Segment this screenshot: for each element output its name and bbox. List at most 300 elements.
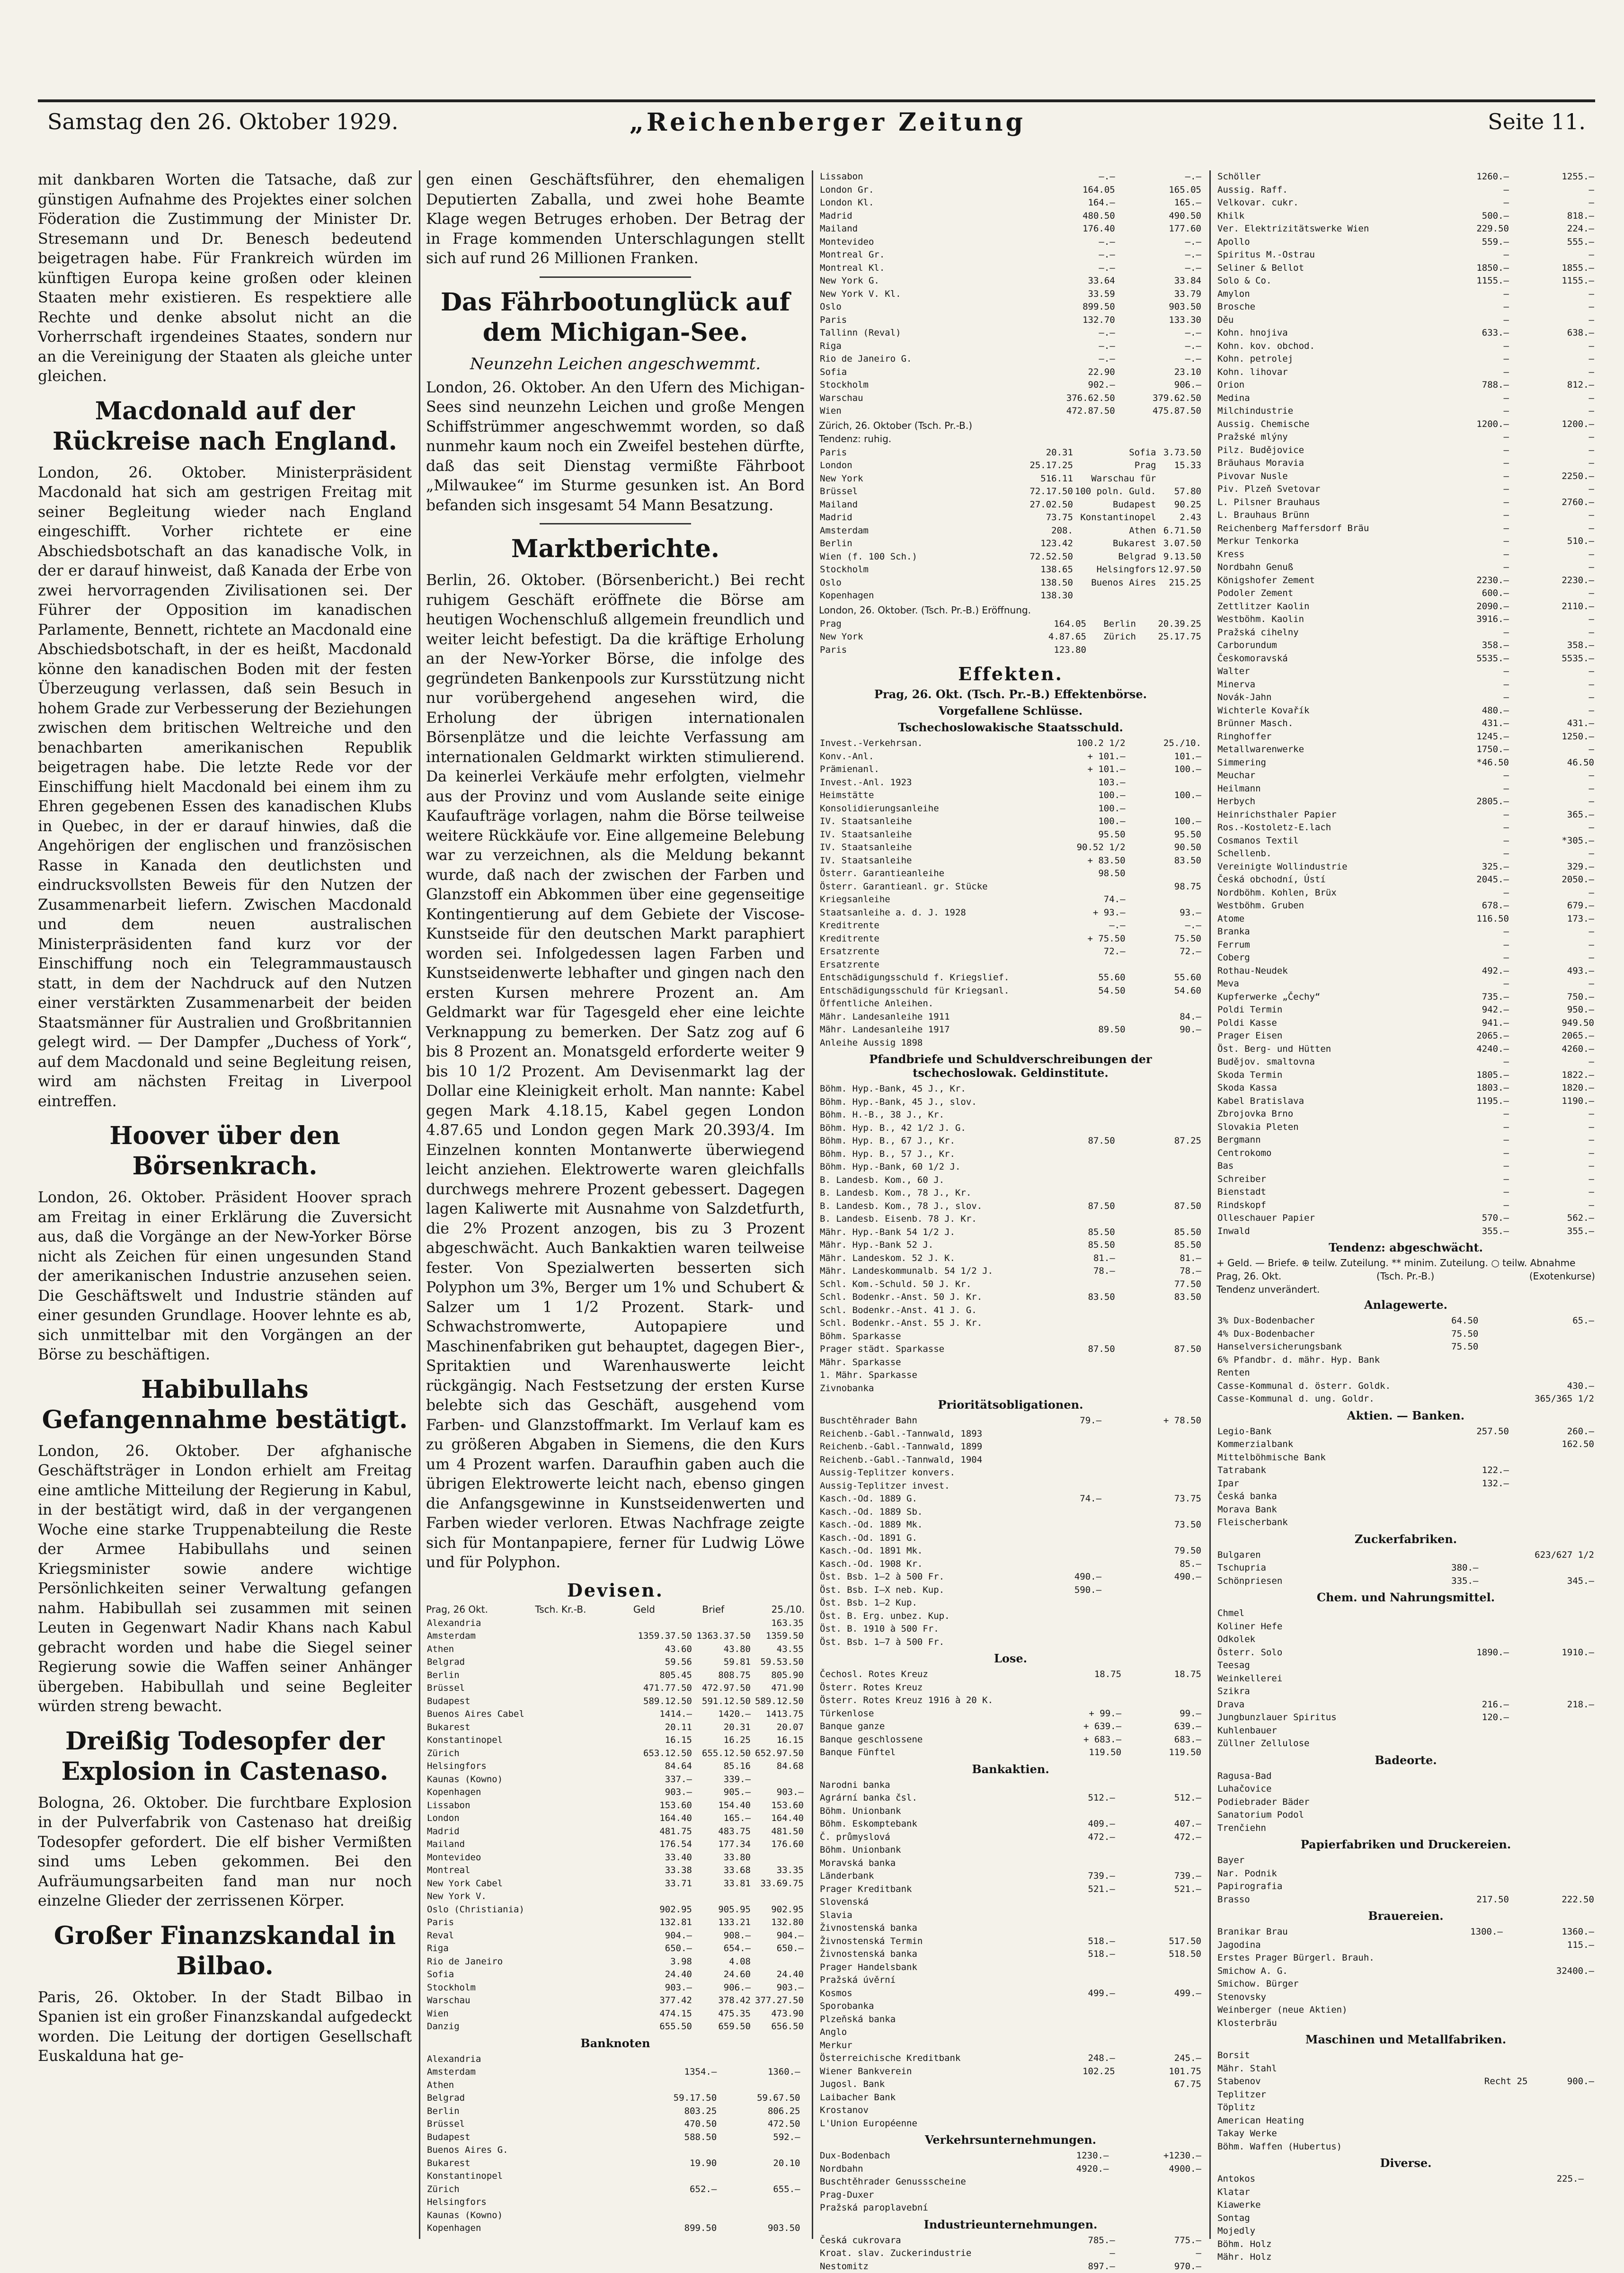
table-row xyxy=(819,288,1202,301)
row-value xyxy=(1425,2049,1528,2062)
row-value: 900.— xyxy=(1528,2075,1595,2088)
row-value: 1420.— xyxy=(693,1708,752,1721)
row-value: 100.— xyxy=(1127,815,1202,828)
table-row xyxy=(1216,1575,1595,1588)
row-value: 472.97.50 xyxy=(693,1682,752,1695)
separator xyxy=(540,276,691,278)
row-value: 750.— xyxy=(1510,991,1595,1004)
table-row xyxy=(1216,1854,1595,1867)
row-value: 1359.50 xyxy=(752,1630,805,1643)
table-row xyxy=(819,1480,1202,1493)
row-label: Schellenb. xyxy=(1216,847,1425,861)
row-value xyxy=(1030,1532,1103,1545)
row-value: 905.95 xyxy=(693,1903,752,1917)
table-row xyxy=(1216,899,1595,913)
row-value xyxy=(1510,1607,1595,1620)
row-value: —.— xyxy=(1116,327,1202,340)
row-label: Schl. Bodenkr.-Anst. 50 J. Kr. xyxy=(819,1291,1030,1304)
row-value: 588.50 xyxy=(634,2131,718,2144)
row-label: Antokos xyxy=(1216,2173,1425,2186)
row-label: Amsterdam xyxy=(819,524,1029,538)
diverse-header: Diverse. xyxy=(1216,2156,1595,2170)
table-row xyxy=(1216,1991,1595,2004)
table-row xyxy=(426,2020,805,2033)
row-value xyxy=(1528,2049,1595,2062)
row-value xyxy=(1510,1464,1595,1477)
table-row xyxy=(1216,222,1595,236)
row-value: 1363.37.50 xyxy=(693,1630,752,1643)
table-row xyxy=(819,906,1202,920)
row-value: 805.90 xyxy=(752,1669,805,1682)
row-label: Kupferwerke „Čechy“ xyxy=(1216,991,1425,1004)
pfandbriefe-header: Pfandbriefe und Schuldverschreibungen der tschechoslowak. Geldinstitute. xyxy=(819,1052,1202,1080)
row-label: Paris xyxy=(426,1916,634,1929)
table-row xyxy=(1216,2127,1595,2140)
row-value xyxy=(1030,1454,1103,1467)
row-label: Kasch.-Od. 1891 Mk. xyxy=(819,1545,1030,1558)
row-value xyxy=(1510,1854,1595,1867)
row-value: 904.— xyxy=(634,1929,693,1943)
row-value: — xyxy=(1510,939,1595,952)
row-label: Kosmos xyxy=(819,1987,1030,2000)
row-value xyxy=(1425,2017,1504,2030)
table-row xyxy=(819,1226,1202,1239)
row-label: Bas xyxy=(1216,1160,1425,1173)
table-row xyxy=(1216,1549,1595,1562)
table-row xyxy=(1216,1030,1595,1043)
table-row xyxy=(1216,1134,1595,1147)
row-value: — xyxy=(1510,1186,1595,1199)
row-value: 22.90 xyxy=(1030,366,1116,379)
row-value xyxy=(1030,1558,1103,1571)
row-value: — xyxy=(1425,769,1510,782)
row-value: 24.40 xyxy=(752,1968,805,1981)
row-label: Rothau-Neudek xyxy=(1216,965,1425,978)
papier-table xyxy=(1216,1854,1595,1906)
row-value xyxy=(1479,1341,1595,1354)
row-label: Zettlitzer Kaolin xyxy=(1216,600,1425,613)
row-label: Konstantinopel xyxy=(426,2170,634,2183)
row-label: Reichenberg Maffersdorf Bräu xyxy=(1216,522,1425,535)
row-value xyxy=(1425,2062,1528,2076)
row-label: Österr. Garantieanleihe xyxy=(819,867,1030,880)
table-row xyxy=(819,789,1202,802)
row-value: 655.— xyxy=(718,2183,801,2196)
row-value: 365/365 1/2 xyxy=(1479,1393,1595,1406)
table-row xyxy=(819,2247,1202,2260)
table-row xyxy=(1216,1659,1595,1672)
row-value: 1155.— xyxy=(1510,275,1595,288)
row-value: 473.90 xyxy=(752,2007,805,2021)
row-value xyxy=(1425,2101,1528,2114)
row-value xyxy=(1425,1393,1479,1406)
row-value: 2230.— xyxy=(1425,574,1510,587)
row-value: 1890.— xyxy=(1425,1646,1510,1660)
row-label: Narodni banka xyxy=(819,1779,1030,1792)
row-label: Kabel Bratislava xyxy=(1216,1095,1425,1108)
row-value xyxy=(1109,2202,1202,2215)
table-row xyxy=(819,1187,1202,1200)
row-value xyxy=(1116,1896,1202,1909)
row-label: Szikra xyxy=(1216,1685,1425,1698)
column-rule xyxy=(419,170,420,2239)
row-value: 2065.— xyxy=(1425,1030,1510,1043)
prioritaeten-header: Prioritätsobligationen. xyxy=(819,1398,1202,1412)
article-text: London, 26. Oktober. An den Ufern des Michigan-Sees sind neunzehn Leichen und große Mengen Schiffstrümmer angeschwemmt worden, so daß nunmehr kaum noch ein Zweifel bestehen dürfte, daß das seit Dienstag vermißte Fährboot „Milwaukee“ im Sturme gesunken ist. An Bord befanden sich insgesamt 54 Mann Besatzung. xyxy=(426,378,805,516)
row-value: — xyxy=(1425,691,1510,704)
row-value xyxy=(1425,1783,1510,1796)
table-row xyxy=(819,1571,1202,1584)
table-row xyxy=(1216,2114,1595,2128)
table-row xyxy=(1216,1147,1595,1160)
table-row xyxy=(819,1161,1202,1174)
row-value: 2760.— xyxy=(1510,496,1595,509)
row-value: 27.02.50 xyxy=(1029,498,1074,512)
row-label: Českomoravská xyxy=(1216,652,1425,666)
table-row xyxy=(1216,873,1595,887)
row-label: Banque geschlossene xyxy=(819,1733,1030,1747)
row-value xyxy=(752,1890,805,1903)
row-value xyxy=(752,1955,805,1969)
table-row xyxy=(819,618,1202,631)
row-value: 20.31 xyxy=(1029,446,1074,460)
row-label: New York G. xyxy=(819,275,1030,288)
row-value: 589.12.50 xyxy=(752,1695,805,1708)
row-label: 6% Pfandbr. d. mähr. Hyp. Bank xyxy=(1216,1354,1425,1367)
table-row xyxy=(426,1942,805,1955)
row-value: — xyxy=(1425,782,1510,796)
row-label: Reichenb.-Gabl.-Tannwald, 1899 xyxy=(819,1440,1030,1454)
table-row xyxy=(819,262,1202,275)
row-label: Mähr. Hyp.-Bank 52 J. xyxy=(819,1239,1030,1252)
row-value xyxy=(1425,1770,1510,1783)
row-value xyxy=(1030,1213,1116,1226)
row-value: 683.— xyxy=(1122,1733,1202,1747)
row-value xyxy=(1425,1939,1504,1952)
row-value xyxy=(1425,1809,1510,1822)
table-row xyxy=(819,2149,1202,2163)
row-value: 475.87.50 xyxy=(1116,405,1202,418)
table-row xyxy=(819,1623,1202,1636)
row-value: — xyxy=(1510,444,1595,457)
row-value xyxy=(1030,1109,1116,1122)
row-value: — xyxy=(1425,808,1510,822)
row-value xyxy=(1528,2127,1595,2140)
row-label: Belgrad xyxy=(426,1656,634,1669)
row-label: Borsit xyxy=(1216,2049,1425,2062)
row-label: Paris xyxy=(819,644,1030,657)
row-value xyxy=(1585,2199,1595,2212)
row-value xyxy=(1425,1991,1504,2004)
row-value: 903.— xyxy=(634,1981,693,1995)
row-value: — xyxy=(1425,444,1510,457)
row-value: 84.68 xyxy=(752,1760,805,1773)
table-row xyxy=(1216,991,1595,1004)
row-value: — xyxy=(1510,1173,1595,1186)
row-label: Berlin xyxy=(426,2105,634,2118)
row-value: 4920.— xyxy=(1030,2163,1110,2176)
table-row xyxy=(819,1636,1202,1649)
table-row xyxy=(426,1981,805,1995)
row-label: Prager Handelsbank xyxy=(819,1961,1030,1974)
row-label: Kreditrente xyxy=(819,919,1030,932)
table-row xyxy=(426,1968,805,1981)
row-value xyxy=(1109,2189,1202,2202)
row-value xyxy=(1425,1796,1510,1809)
subheadline: Neunzehn Leichen angeschwemmt. xyxy=(426,355,805,373)
table-row xyxy=(819,1148,1202,1161)
row-label: Böhm. Hyp. B., 57 J., Kr. xyxy=(819,1148,1030,1161)
row-label: Tallinn (Reval) xyxy=(819,327,1030,340)
row-label: Atome xyxy=(1216,913,1425,926)
table-row xyxy=(1216,1095,1595,1108)
table-row xyxy=(819,1096,1202,1109)
table-row xyxy=(1216,1867,1595,1881)
row-value: 518.— xyxy=(1030,1935,1116,1948)
row-value xyxy=(752,1773,805,1786)
row-value: 806.25 xyxy=(718,2105,801,2118)
row-value xyxy=(1116,1083,1202,1096)
row-value xyxy=(1030,1096,1116,1109)
row-value: 481.50 xyxy=(752,1825,805,1838)
row-value xyxy=(1116,1148,1202,1161)
row-label: IV. Staatsanleihe xyxy=(819,841,1030,854)
table-row xyxy=(1216,2101,1595,2114)
row-value: — xyxy=(1030,2247,1116,2260)
table-row xyxy=(819,275,1202,288)
row-label: Prämienanl. xyxy=(819,763,1030,776)
row-value: 79.— xyxy=(1030,1414,1103,1428)
row-value: 67.75 xyxy=(1116,2078,1202,2091)
table-row xyxy=(1216,2199,1595,2212)
row-value xyxy=(801,2222,805,2235)
row-value: 906.— xyxy=(1116,379,1202,392)
row-label: Kasch.-Od. 1891 G. xyxy=(819,1532,1030,1545)
table-row xyxy=(426,2066,805,2079)
row-label: Rindskopf xyxy=(1216,1199,1425,1212)
row-label: IV. Staatsanleihe xyxy=(819,828,1030,842)
headline-macdonald: Macdonald auf der Rückreise nach England. xyxy=(38,396,412,457)
row-value xyxy=(1479,1562,1595,1575)
row-value: — xyxy=(1510,821,1595,835)
row-value: — xyxy=(1510,769,1595,782)
row-label: Montevideo xyxy=(819,236,1030,249)
table-row xyxy=(819,2163,1202,2176)
row-label: B. Landesb. Kom., 60 J. xyxy=(819,1174,1030,1187)
row-label: Kohn. kov. obchod. xyxy=(1216,340,1425,353)
row-label: Khilk xyxy=(1216,210,1425,223)
row-value xyxy=(1030,1161,1116,1174)
row-value: 20.11 xyxy=(634,1721,693,1734)
table-row xyxy=(1216,1314,1595,1328)
row-value: — xyxy=(1425,1199,1510,1212)
table-row xyxy=(426,2053,805,2066)
row-value: 18.75 xyxy=(1122,1668,1202,1681)
row-value: 59.81 xyxy=(693,1656,752,1669)
row-value: 165.05 xyxy=(1116,184,1202,197)
table-row xyxy=(1216,1939,1595,1952)
row-value xyxy=(1425,1672,1510,1686)
chem-header: Chem. und Nahrungsmittel. xyxy=(1216,1590,1595,1604)
row-value: Budapest xyxy=(1074,498,1157,512)
headline-bilbao: Großer Finanzskandal in Bilbao. xyxy=(38,1921,412,1981)
row-value xyxy=(1585,2173,1595,2186)
table-row xyxy=(1216,561,1595,574)
row-value: 490.50 xyxy=(1116,210,1202,223)
row-value: —.— xyxy=(1127,919,1202,932)
row-label: Buenos Aires G. xyxy=(426,2144,634,2157)
table-row xyxy=(819,1870,1202,1883)
row-value xyxy=(1102,1454,1202,1467)
table-row xyxy=(1216,691,1595,704)
table-row xyxy=(819,1213,1202,1226)
row-label: Heinrichsthaler Papier xyxy=(1216,808,1425,822)
industrie-header: Industrieunternehmungen. xyxy=(819,2218,1202,2231)
row-value xyxy=(634,2144,718,2157)
table-row xyxy=(1216,2088,1595,2102)
row-value xyxy=(718,2170,801,2183)
tendenz-label: Tendenz: abgeschwächt. xyxy=(1216,1241,1595,1254)
row-value: 87.50 xyxy=(1116,1343,1202,1356)
row-value xyxy=(1425,1724,1510,1738)
table-row xyxy=(1216,847,1595,861)
row-value xyxy=(1030,1382,1116,1395)
row-value xyxy=(1116,1317,1202,1330)
row-label: Bergmann xyxy=(1216,1134,1425,1147)
row-value: 85.50 xyxy=(1030,1239,1116,1252)
zurich-tendency: Tendenz: ruhig. xyxy=(819,433,1202,444)
row-value: — xyxy=(1510,626,1595,639)
table-row xyxy=(819,893,1202,906)
table-row xyxy=(1216,496,1595,509)
row-value xyxy=(1102,1506,1202,1519)
row-value: 83.50 xyxy=(1127,854,1202,868)
row-value: 2250.— xyxy=(1510,470,1595,483)
headline-michigan: Das Fährbootunglück auf dem Michigan-See. xyxy=(426,287,805,348)
row-value: 380.— xyxy=(1425,1562,1479,1575)
table-row xyxy=(1216,835,1595,848)
column-1 xyxy=(38,170,412,2239)
row-label: Herbych xyxy=(1216,795,1425,808)
table-row xyxy=(1216,392,1595,405)
row-value: 18.75 xyxy=(1030,1668,1123,1681)
row-value xyxy=(1510,1796,1595,1809)
table-row xyxy=(1216,301,1595,314)
row-value: 3.98 xyxy=(634,1955,693,1969)
row-value: 132.81 xyxy=(634,1916,693,1929)
row-value xyxy=(1585,2212,1595,2225)
row-value xyxy=(1585,2186,1595,2199)
row-value xyxy=(1030,1187,1116,1200)
row-value xyxy=(1479,1367,1595,1380)
table-row xyxy=(1216,1212,1595,1225)
row-value: 164.— xyxy=(1030,196,1116,210)
row-value: —.— xyxy=(1116,170,1202,184)
table-row xyxy=(1216,1367,1595,1380)
brau-header: Brauereien. xyxy=(1216,1909,1595,1923)
row-label: Poldi Kasse xyxy=(1216,1017,1425,1030)
row-label: Staatsanleihe a. d. J. 1928 xyxy=(819,906,1030,920)
row-label: Westböhm. Kaolin xyxy=(1216,613,1425,626)
row-value: 492.— xyxy=(1425,965,1510,978)
row-value: Buenos Aires xyxy=(1074,577,1157,590)
table-row xyxy=(819,1792,1202,1805)
table-row xyxy=(1216,1393,1595,1406)
table-row xyxy=(819,196,1202,210)
table-row xyxy=(426,1695,805,1708)
row-value: — xyxy=(1510,951,1595,965)
table-row xyxy=(1216,509,1595,522)
table-row xyxy=(819,1083,1202,1096)
row-value: 154.40 xyxy=(693,1799,752,1812)
row-label: Mailand xyxy=(819,222,1030,236)
table-row xyxy=(1216,1724,1595,1738)
row-value: — xyxy=(1510,509,1595,522)
row-label: Prag-Duxer xyxy=(819,2189,1030,2202)
row-label: Konv.-Anl. xyxy=(819,750,1030,764)
table-row xyxy=(819,1610,1202,1623)
row-label: Renten xyxy=(1216,1367,1425,1380)
row-value xyxy=(1425,1490,1510,1503)
row-label: Österr. Rotes Kreuz xyxy=(819,1681,1030,1695)
row-value: 93.— xyxy=(1127,906,1202,920)
effekten-table xyxy=(819,737,1202,1049)
row-label: Öst. Bsb. 1—2 Kup. xyxy=(819,1597,1030,1610)
row-value: 85.— xyxy=(1102,1558,1202,1571)
row-value: — xyxy=(1425,470,1510,483)
row-label: Meva xyxy=(1216,977,1425,991)
row-value: 941.— xyxy=(1425,1017,1510,1030)
row-label: L. Brauhaus Brünn xyxy=(1216,509,1425,522)
table-row xyxy=(1216,1477,1595,1491)
column-3 xyxy=(819,170,1202,2239)
table-row xyxy=(426,2092,805,2105)
row-label: Schl. Bodenkr.-Anst. 55 J. Kr. xyxy=(819,1317,1030,1330)
row-value xyxy=(1116,1805,1202,1818)
row-value xyxy=(801,2053,805,2066)
row-value: 472.87.50 xyxy=(1030,405,1116,418)
row-value: —.— xyxy=(1030,170,1116,184)
table-row xyxy=(819,644,1202,657)
article-text: gen einen Geschäftsführer, den ehemaligen Deputierten Zaballa, und zwei hohe Beamte Klage wegen Betruges erhoben. Der Betrag der in Frage kommenden Unterschlagungen stellt sich auf rund 26 Millionen Franken. xyxy=(426,170,805,269)
table-row xyxy=(426,1929,805,1943)
table-row xyxy=(426,1877,805,1891)
row-value: 72.52.50 xyxy=(1029,550,1074,564)
table-row xyxy=(426,1799,805,1812)
table-row xyxy=(1216,457,1595,470)
table-row xyxy=(819,1733,1202,1747)
row-value: 77.50 xyxy=(1116,1278,1202,1291)
table-row xyxy=(819,2013,1202,2026)
row-label: Krostanov xyxy=(819,2104,1030,2117)
table-row xyxy=(819,1857,1202,1870)
table-row xyxy=(426,1656,805,1669)
table-row xyxy=(1216,314,1595,327)
row-value: 788.— xyxy=(1425,379,1510,392)
row-label: Züllner Zellulose xyxy=(1216,1737,1425,1750)
row-label: New York V. xyxy=(426,1890,634,1903)
row-value xyxy=(801,2118,805,2131)
row-value xyxy=(1116,1213,1202,1226)
row-value: 138.50 xyxy=(1029,577,1074,590)
row-value: —.— xyxy=(1030,236,1116,249)
row-label: L. Pilsner Brauhaus xyxy=(1216,496,1425,509)
table-row xyxy=(819,537,1202,550)
row-label: Mähr. Landeskom. 52 J. K. xyxy=(819,1252,1030,1265)
row-value: 4.87.65 xyxy=(1030,630,1088,644)
row-value xyxy=(1425,1978,1504,1991)
table-row xyxy=(819,1440,1202,1454)
